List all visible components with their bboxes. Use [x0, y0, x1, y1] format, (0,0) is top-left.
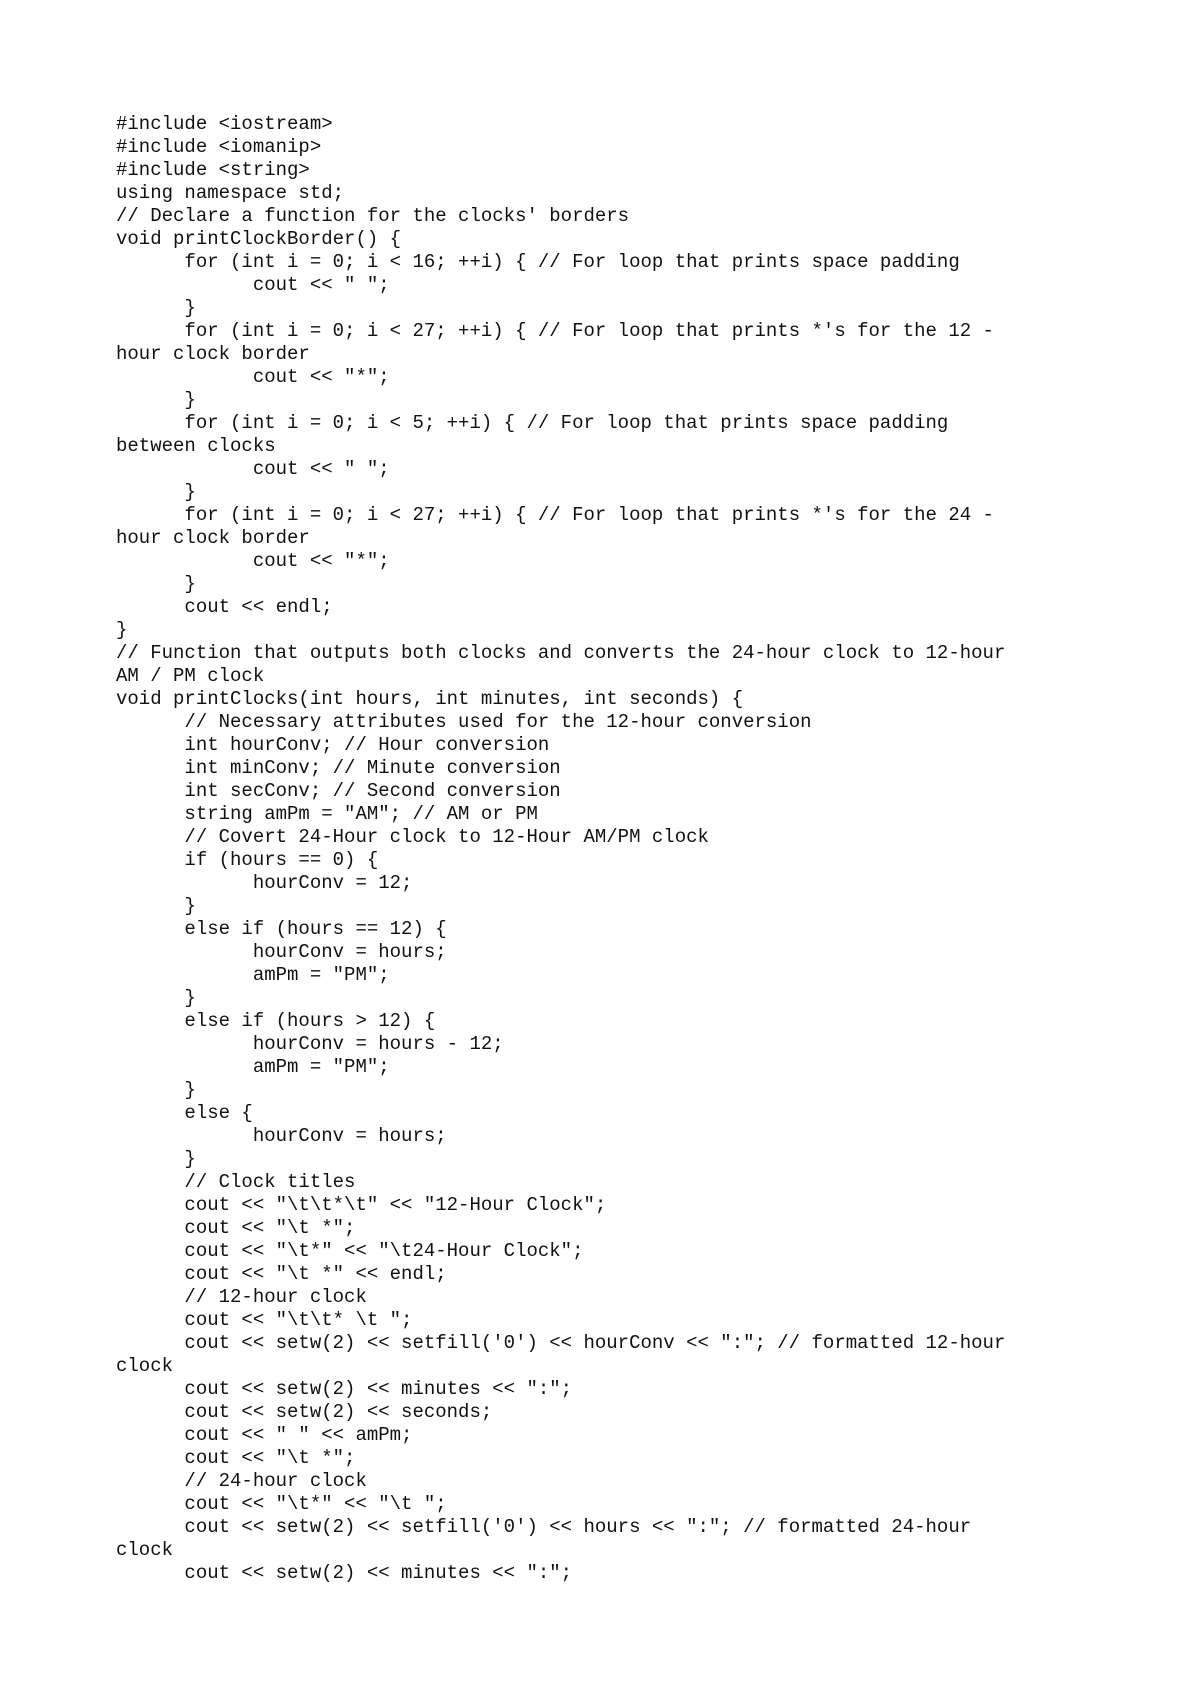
code-line: int secConv; // Second conversion	[116, 780, 561, 802]
code-line: cout << " ";	[116, 458, 390, 480]
code-line: hour clock border	[116, 343, 310, 365]
code-line: cout << "\t*" << "\t ";	[116, 1493, 447, 1515]
code-line: hourConv = hours;	[116, 1125, 447, 1147]
code-line: void printClockBorder() {	[116, 228, 402, 250]
code-line: // Clock titles	[116, 1171, 356, 1193]
code-line: else {	[116, 1102, 253, 1124]
code-line: cout << " ";	[116, 274, 390, 296]
code-line: cout << "*";	[116, 366, 390, 388]
code-line: int hourConv; // Hour conversion	[116, 734, 550, 756]
code-line: }	[116, 389, 196, 411]
code-line: hourConv = hours - 12;	[116, 1033, 504, 1055]
code-line: string amPm = "AM"; // AM or PM	[116, 803, 538, 825]
code-line: for (int i = 0; i < 27; ++i) { // For loop that prints *'s for the 24 -	[116, 504, 994, 526]
code-line: cout << "\t\t* \t ";	[116, 1309, 413, 1331]
code-line: using namespace std;	[116, 182, 345, 204]
code-line: // Function that outputs both clocks and converts the 24-hour clock to 12-hour	[116, 642, 1006, 664]
code-line: }	[116, 297, 196, 319]
code-line: }	[116, 619, 128, 641]
code-line: cout << setw(2) << minutes << ":";	[116, 1562, 573, 1584]
code-line: }	[116, 1079, 196, 1101]
code-line: // Declare a function for the clocks' borders	[116, 205, 630, 227]
code-line: }	[116, 895, 196, 917]
code-line: cout << setw(2) << setfill('0') << hours << ":"; // formatted 24-hour	[116, 1516, 972, 1538]
code-line: cout << setw(2) << minutes << ":";	[116, 1378, 573, 1400]
code-line: cout << endl;	[116, 596, 333, 618]
code-line: }	[116, 481, 196, 503]
code-line: hourConv = hours;	[116, 941, 447, 963]
code-line: hour clock border	[116, 527, 310, 549]
code-line: void printClocks(int hours, int minutes, int seconds) {	[116, 688, 744, 710]
code-line: // Necessary attributes used for the 12-hour conversion	[116, 711, 812, 733]
code-line: }	[116, 573, 196, 595]
code-line: #include <string>	[116, 159, 310, 181]
code-line: cout << setw(2) << setfill('0') << hourConv << ":"; // formatted 12-hour	[116, 1332, 1006, 1354]
code-line: between clocks	[116, 435, 276, 457]
code-line: hourConv = 12;	[116, 872, 413, 894]
code-line: clock	[116, 1539, 174, 1561]
code-line: if (hours == 0) {	[116, 849, 379, 871]
code-line: // 24-hour clock	[116, 1470, 367, 1492]
code-line: AM / PM clock	[116, 665, 265, 687]
code-line: // 12-hour clock	[116, 1286, 367, 1308]
code-line: // Covert 24-Hour clock to 12-Hour AM/PM clock	[116, 826, 709, 848]
code-line: for (int i = 0; i < 27; ++i) { // For loop that prints *'s for the 12 -	[116, 320, 994, 342]
code-line: cout << "*";	[116, 550, 390, 572]
code-line: int minConv; // Minute conversion	[116, 757, 561, 779]
code-line: }	[116, 987, 196, 1009]
code-line: #include <iomanip>	[116, 136, 322, 158]
code-line: #include <iostream>	[116, 113, 333, 135]
code-line: cout << "\t *";	[116, 1447, 356, 1469]
code-line: clock	[116, 1355, 174, 1377]
code-line: for (int i = 0; i < 16; ++i) { // For loop that prints space padding	[116, 251, 960, 273]
code-line: cout << "\t\t*\t" << "12-Hour Clock";	[116, 1194, 607, 1216]
code-line: cout << " " << amPm;	[116, 1424, 413, 1446]
code-line: amPm = "PM";	[116, 1056, 390, 1078]
code-line: }	[116, 1148, 196, 1170]
code-line: cout << "\t *";	[116, 1217, 356, 1239]
code-line: cout << setw(2) << seconds;	[116, 1401, 493, 1423]
code-line: else if (hours > 12) {	[116, 1010, 436, 1032]
code-listing	[116, 113, 1116, 1585]
code-line: cout << "\t*" << "\t24-Hour Clock";	[116, 1240, 584, 1262]
code-line: else if (hours == 12) {	[116, 918, 447, 940]
code-line: for (int i = 0; i < 5; ++i) { // For loop that prints space padding	[116, 412, 949, 434]
code-line: amPm = "PM";	[116, 964, 390, 986]
code-line: cout << "\t *" << endl;	[116, 1263, 447, 1285]
